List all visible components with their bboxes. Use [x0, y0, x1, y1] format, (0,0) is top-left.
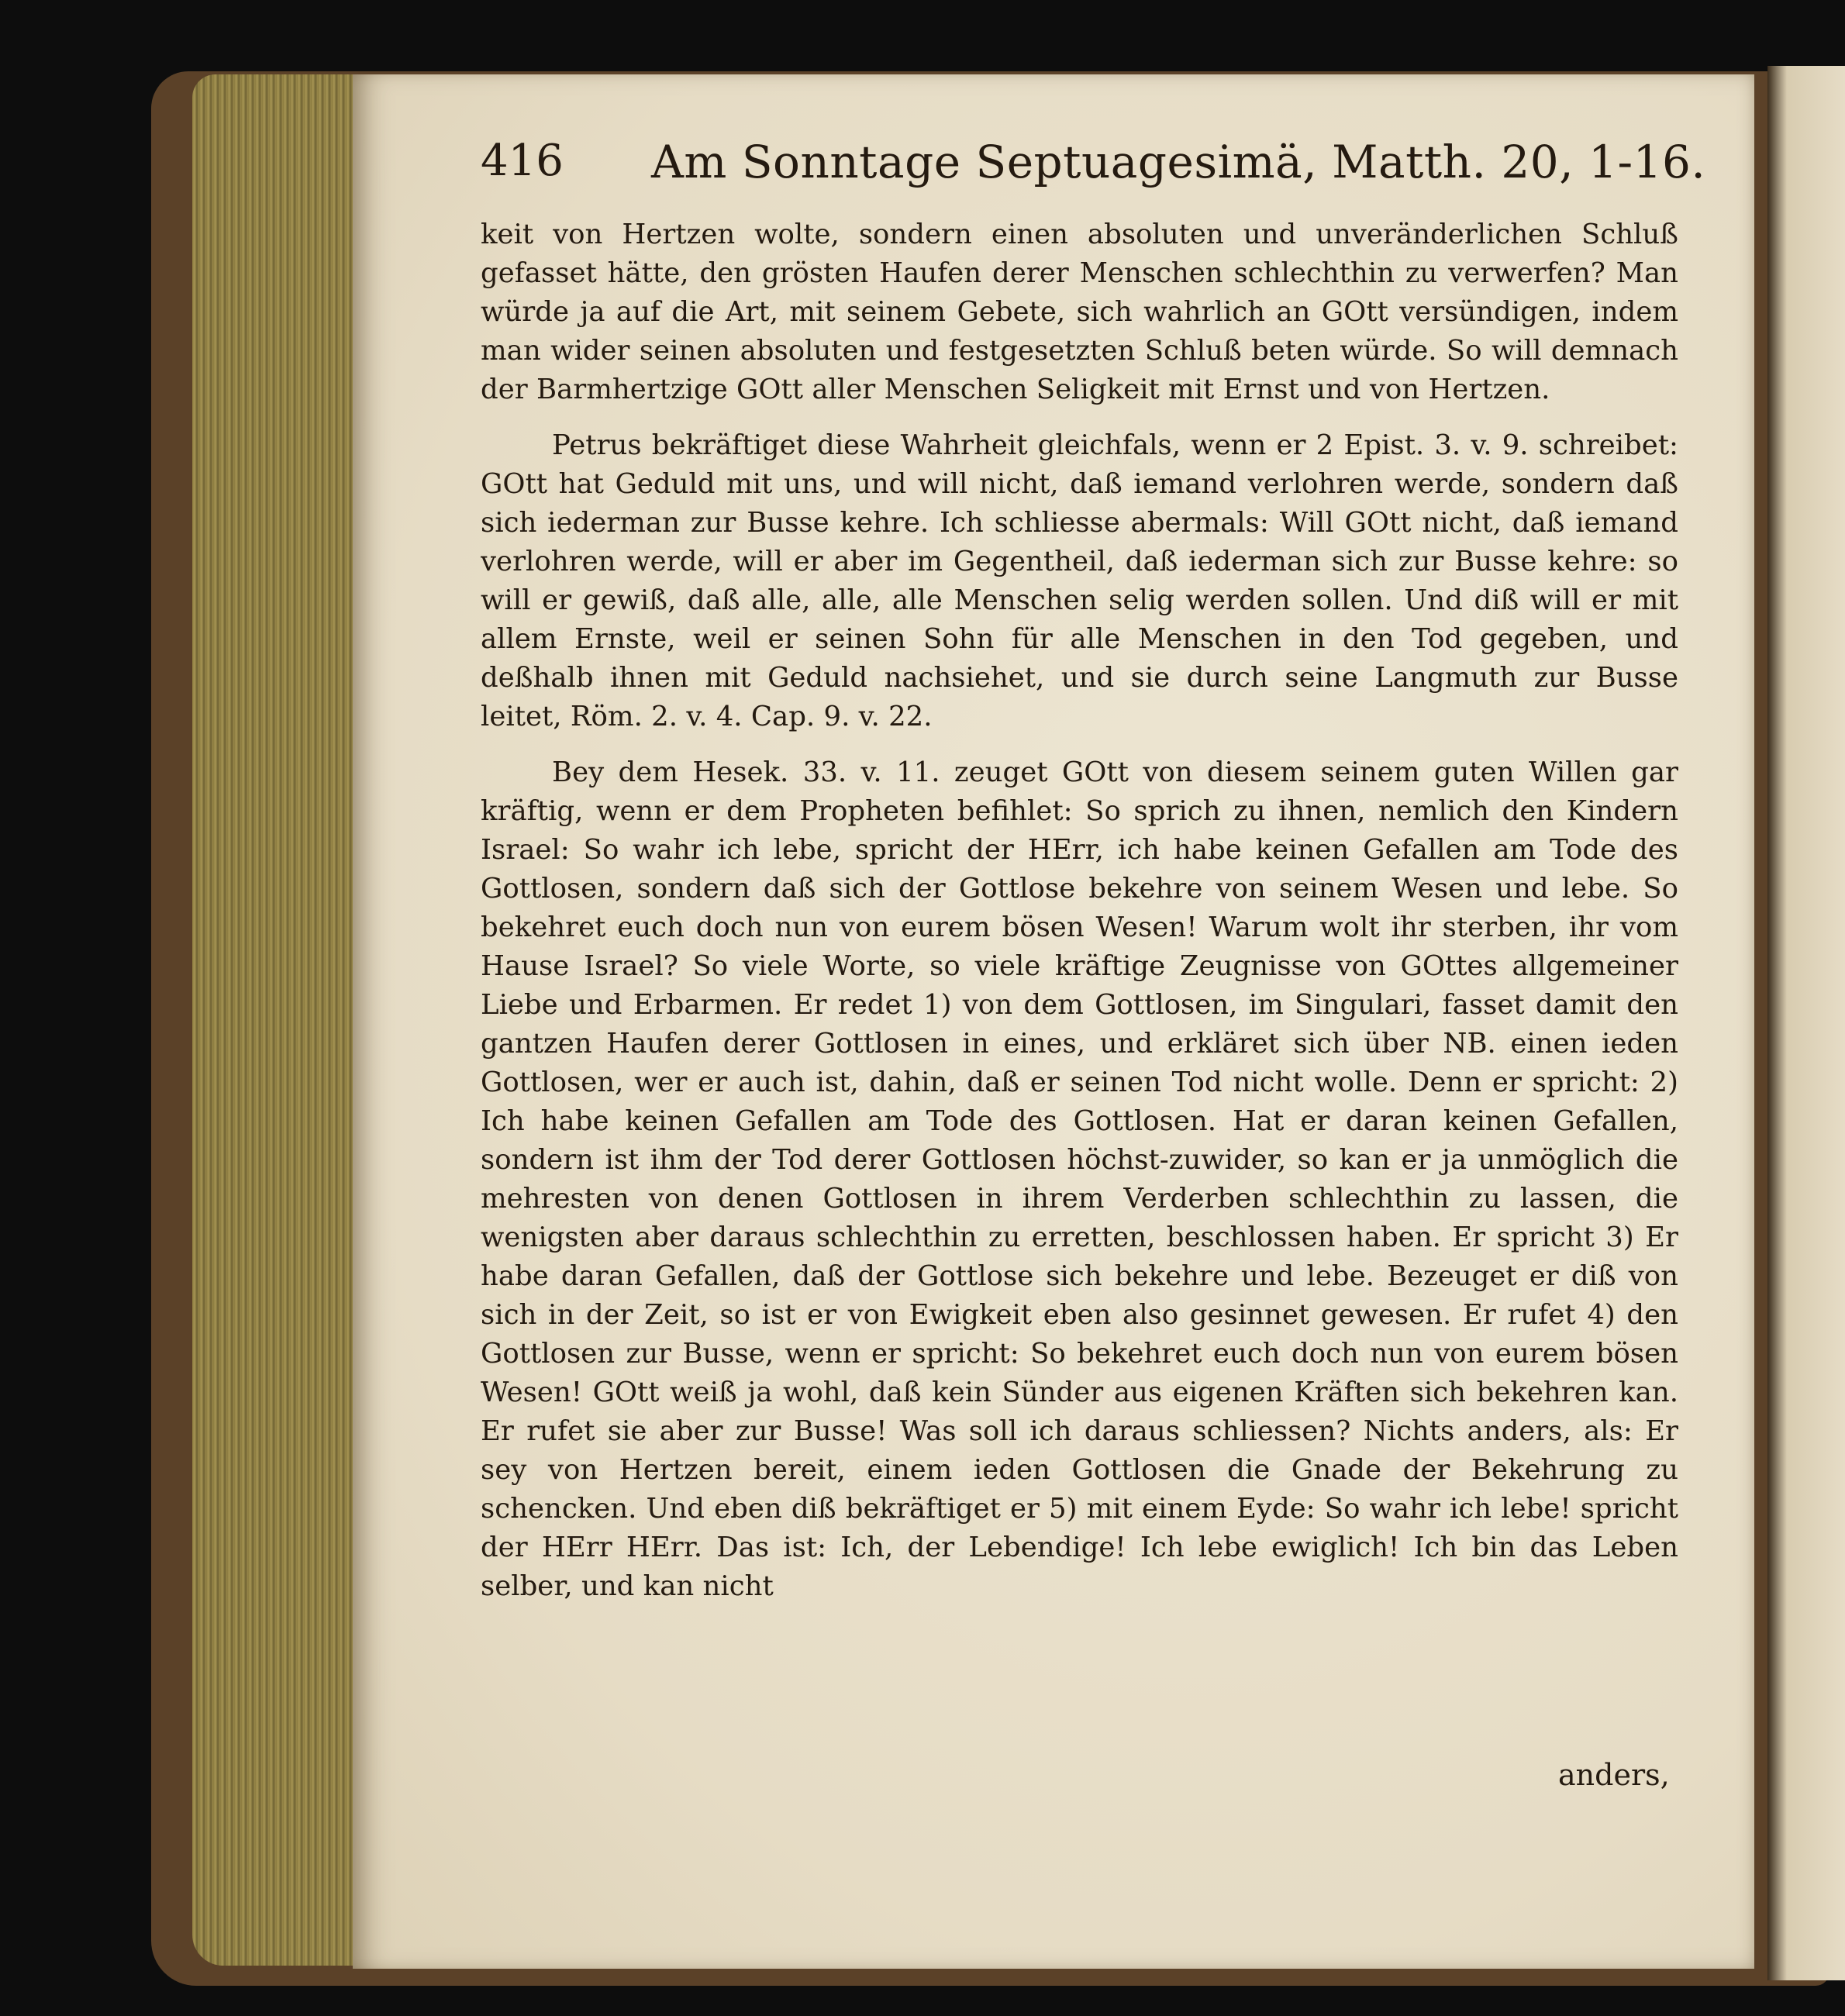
facing-page-edge: [1767, 66, 1845, 1980]
catchword: anders,: [1558, 1758, 1670, 1792]
page-edges: [192, 74, 367, 1966]
page-number: 416: [481, 136, 564, 186]
page-body: [481, 215, 1678, 1828]
paragraph: Petrus bekräftiget diese Wahrheit gleichfals, wenn er 2 Epist. 3. v. 9. schreibet: GOtt hat Geduld mit uns, und will nicht, daß iemand verlohren werde, sondern daß sich iederman zur Busse kehre. Ich schliesse abermals: Will GOtt nicht, daß iemand verlohren werde, will er aber im Gegentheil, daß iederman sich zur Busse kehre: so will er gewiß, daß alle, alle, alle Menschen selig werden sollen. Und diß will er mit allem Ernste, weil er seinen Sohn für alle Menschen in den Tod gegeben, und deßhalb ihnen mit Geduld nachsiehet, und sie durch seine Langmuth zur Busse leitet, Röm. 2. v. 4. Cap. 9. v. 22.: [481, 429, 1678, 732]
paragraph: Bey dem Hesek. 33. v. 11. zeuget GOtt von diesem seinem guten Willen gar kräftig, wenn er dem Propheten befihlet: So sprich zu ihnen, nemlich den Kindern Israel: So wahr ich lebe, spricht der HErr, ich habe keinen Gefallen am Tode des Gottlosen, sondern daß sich der Gottlose bekehre von seinem Wesen und lebe. So bekehret euch doch nun von eurem bösen Wesen! Warum wolt ihr sterben, ihr vom Hause Israel? So viele Worte, so viele kräftige Zeugnisse von GOttes allgemeiner Liebe und Erbarmen. Er redet 1) von dem Gottlosen, im Singulari, fasset damit den gantzen Haufen derer Gottlosen in eines, und erkläret sich über NB. einen ieden Gottlosen, wer er auch ist, dahin, daß er seinen Tod nicht wolle. Denn er spricht: 2) Ich habe keinen Gefallen am Tode des Gottlosen. Hat er daran keinen Gefallen, sondern ist ihm der Tod derer Gottlosen höchst-zuwider, so kan er ja unmöglich die mehresten von denen Gottlosen in ihrem Verderben schlechthin zu lassen, die wenigsten aber daraus schlechthin zu erretten, beschlossen haben. Er spricht 3) Er habe daran Gefallen, daß der Gottlose sich bekehre und lebe. Bezeuget er diß von sich in der Zeit, so ist er von Ewigkeit eben also gesinnet gewesen. Er rufet 4) den Gottlosen zur Busse, wenn er spricht: So bekehret euch doch nun von eurem bösen Wesen! GOtt weiß ja wohl, daß kein Sünder aus eigenen Kräften sich bekehren kan. Er rufet sie aber zur Busse! Was soll ich daraus schliessen? Nichts anders, als: Er sey von Hertzen bereit, einem ieden Gottlosen die Gnade der Bekehrung zu schencken. Und eben diß bekräftiget er 5) mit einem Eyde: So wahr ich lebe! spricht der HErr HErr. Das ist: Ich, der Lebendige! Ich lebe ewiglich! Ich bin das Leben selber, und kan nicht: [481, 756, 1678, 1602]
running-header: [481, 136, 1706, 198]
running-title: Am Sonntage Septuagesimä, Matth. 20, 1-16.: [651, 136, 1706, 188]
paragraph: keit von Hertzen wolte, sondern einen absoluten und unveränderlichen Schluß gefasset hätte, den grösten Haufen derer Menschen schlechthin zu verwerfen? Man würde ja auf die Art, mit seinem Gebete, sich wahrlich an GOtt versündigen, indem man wider seinen absoluten und festgesetzten Schluß beten würde. So will demnach der Barmhertzige GOtt aller Menschen Seligkeit mit Ernst und von Hertzen.: [481, 219, 1678, 405]
